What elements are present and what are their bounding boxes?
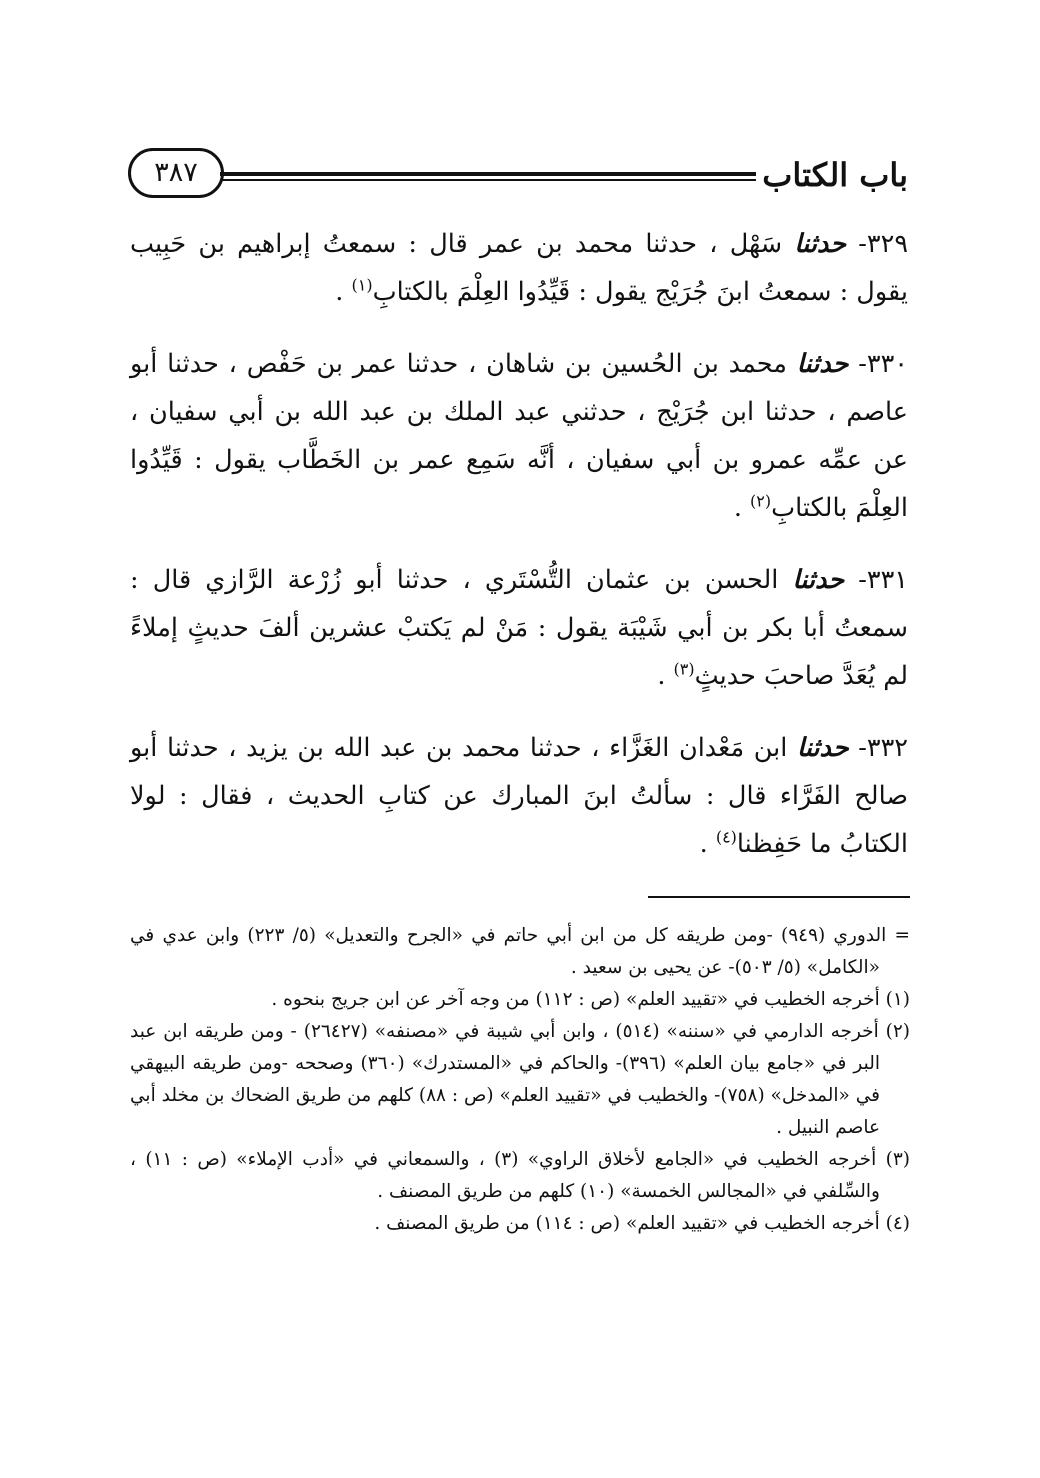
hadith-paragraph <box>130 556 908 700</box>
hadith-end: . <box>699 829 716 859</box>
footnote-item <box>130 1208 910 1240</box>
footnotes <box>130 920 910 1240</box>
header-rule-thin <box>220 179 756 181</box>
header-rule-thick <box>220 172 756 176</box>
footnote-marker: (٣) <box>885 1149 910 1170</box>
hadith-text: ابن مَعْدان الغَزَّاء ، حدثنا محمد بن عبد الله بن يزيد ، حدثنا أبو صالح الفَرَّاء قال : سألتُ ابنَ المبارك عن كتابِ الحديث ، فقال : لولا الكتابُ ما حَفِظنا <box>130 733 908 859</box>
hadith-number: ٣٣٢- <box>858 733 908 763</box>
hadith-opener: حدثنا <box>794 229 847 259</box>
hadith-end: . <box>657 661 674 691</box>
hadith-number: ٣٣١- <box>858 565 908 595</box>
hadith-end: . <box>335 277 352 307</box>
hadith-number: ٣٣٠- <box>858 349 908 379</box>
footnote-ref[interactable]: (١) <box>351 275 373 295</box>
page-header <box>128 148 908 208</box>
footnote-ref[interactable]: (٣) <box>673 659 695 679</box>
hadith-opener: حدثنا <box>792 565 845 595</box>
hadith-paragraph <box>130 340 908 532</box>
page-number: ٣٨٧ <box>128 148 224 198</box>
hadith-text: الحسن بن عثمان التُّسْتَري ، حدثنا أبو زُرْعة الرَّازي قال : سمعتُ أبا بكر بن أبي شَيْبَة يقول : مَنْ لم يَكتبْ عشرين ألفَ حديثٍ إملاءً لم يُعَدَّ صاحبَ حديثٍ <box>130 565 908 691</box>
footnote-marker: = <box>894 925 910 946</box>
hadith-end: . <box>733 493 751 523</box>
footnote-text: أخرجه الخطيب في «الجامع لأخلاق الراوي» (٣) ، والسمعاني في «أدب الإملاء» (ص : ١١) ، والسِّلفي في «المجالس الخمسة» (١٠) كلهم من طريق المصنف . <box>130 1149 880 1202</box>
footnote-text: أخرجه الخطيب في «تقييد العلم» (ص : ١١٤) من طريق المصنف . <box>374 1213 880 1234</box>
hadith-paragraph <box>130 220 908 316</box>
hadith-paragraph <box>130 724 908 868</box>
footnote-ref[interactable]: (٢) <box>750 491 772 511</box>
footnote-marker: (١) <box>885 989 910 1010</box>
footnote-item <box>130 1144 910 1208</box>
footnote-marker: (٢) <box>885 1021 911 1042</box>
footnote-marker: (٤) <box>885 1213 910 1234</box>
footnote-item <box>130 984 910 1016</box>
header-double-rule <box>220 172 756 182</box>
hadith-opener: حدثنا <box>796 733 849 763</box>
footnote-item <box>130 1016 910 1144</box>
footnote-item <box>130 920 910 984</box>
chapter-title: باب الكتاب <box>762 156 908 194</box>
footnote-separator <box>648 896 910 898</box>
hadith-opener: حدثنا <box>796 349 849 379</box>
hadith-list <box>130 220 908 892</box>
footnote-text: أخرجه الخطيب في «تقييد العلم» (ص : ١١٢) من وجه آخر عن ابن جريج بنحوه . <box>271 989 880 1010</box>
footnote-ref[interactable]: (٤) <box>715 827 737 847</box>
footnote-text: أخرجه الدارمي في «سننه» (٥١٤) ، وابن أبي شيبة في «مصنفه» (٢٦٤٢٧) - ومن طريقه ابن عبد البر في «جامع بيان العلم» (٣٩٦)- والحاكم في «المستدرك» (٣٦٠) وصححه -ومن طريقه البيهقي في «المدخل» (٧٥٨)- والخطيب في «تقييد العلم» (ص : ٨٨) كلهم من طريق الضحاك بن مخلد أبي عاصم النبيل . <box>130 1021 881 1138</box>
hadith-text: محمد بن الحُسين بن شاهان ، حدثنا عمر بن حَفْص ، حدثنا أبو عاصم ، حدثنا ابن جُرَيْج ، حدثني عبد الملك بن عبد الله بن أبي سفيان ، عن عمِّه عمرو بن أبي سفيان ، أنَّه سَمِع عمر بن الخَطَّاب يقول : قَيِّدُوا العِلْمَ بالكتابِ <box>130 349 908 523</box>
footnote-text: الدوري (٩٤٩) -ومن طريقه كل من ابن أبي حاتم في «الجرح والتعديل» (٥/ ٢٢٣) وابن عدي في «الكامل» (٥/ ٥٠٣)- عن يحيى بن سعيد . <box>130 925 887 978</box>
hadith-text: سَهْل ، حدثنا محمد بن عمر قال : سمعتُ إبراهيم بن حَبِيب يقول : سمعتُ ابنَ جُرَيْج يقول : قَيِّدُوا العِلْمَ بالكتابِ <box>130 229 908 307</box>
hadith-number: ٣٢٩- <box>858 229 909 259</box>
